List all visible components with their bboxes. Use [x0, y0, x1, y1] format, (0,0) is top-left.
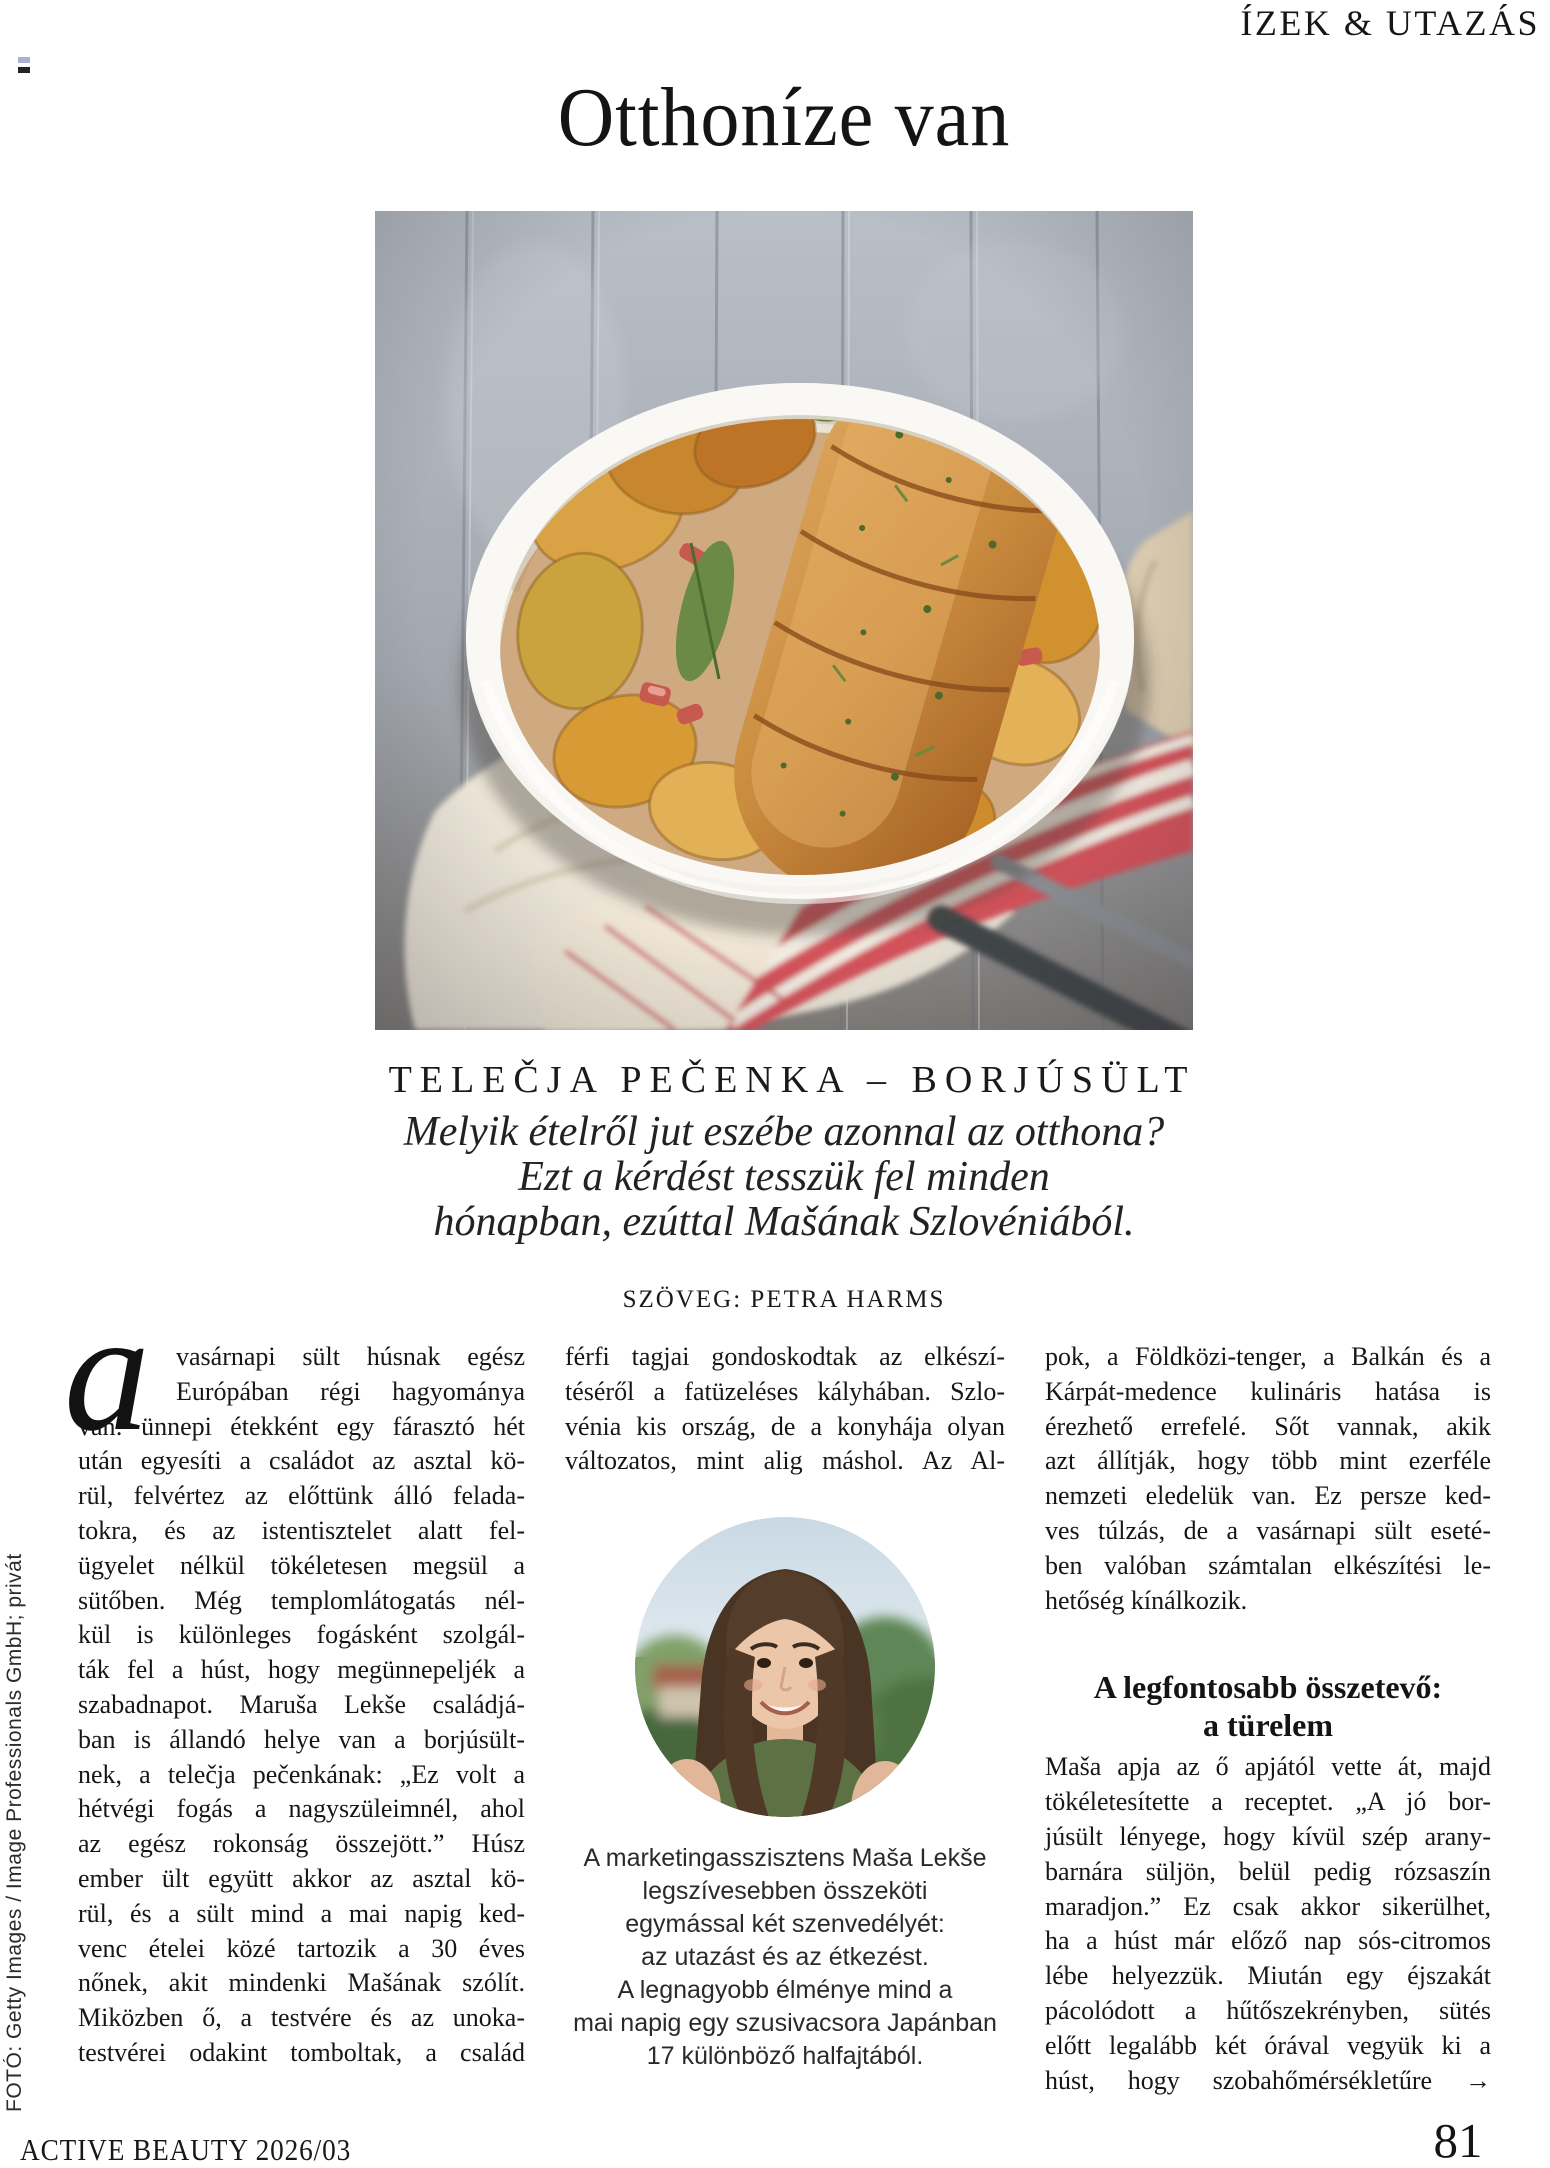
text-line: tökéletesítette a receptet. „A jó bor-: [1045, 1787, 1491, 1817]
body-column-1: [64, 1277, 525, 2071]
text-line: Ezt a kérdést tesszük fel minden: [518, 1154, 1050, 1200]
text-line: rül, felvértez az előttünk álló felada-: [78, 1481, 525, 1511]
portrait-caption: [565, 1842, 1005, 2073]
recipe-kicker: TELEČJA PEČENKA – BORJÚSÜLT: [388, 1059, 1196, 1101]
hero-photo-illustration: [375, 211, 1193, 1030]
text-line: Miközben ő, a testvére és az unoka-: [78, 2003, 525, 2033]
photo-credit: FOTÓ: Getty Images / Image Professionals GmbH; privát: [3, 1553, 26, 2112]
text-line: ügyelet nélkül tökéletesen megsül a: [78, 1550, 525, 1580]
text-line: Európában régi hagyománya: [176, 1376, 525, 1406]
text-line: tokra, és az istentisztelet alatt fel-: [78, 1515, 525, 1545]
text-line: Kárpát-medence kulináris hatása is: [1045, 1376, 1491, 1406]
body-lines: [1045, 1750, 1491, 2098]
text-line: Maša apja az ő apjától vette át, majd: [1045, 1752, 1491, 1782]
text-line: van: ünnepi étekként egy fárasztó hét: [78, 1411, 525, 1441]
text-line: szabadnapot. Maruša Lekše családjá-: [78, 1689, 525, 1719]
body-text: [64, 1277, 525, 2071]
subheading: [1045, 1668, 1491, 1744]
print-color-mark-bar: [18, 67, 30, 73]
text-line: férfi tagjai gondoskodtak az elkészí-: [565, 1342, 1005, 1371]
text-line: pácolódott a hűtőszekrényben, sütés: [1045, 1995, 1491, 2025]
text-line: ember ült együtt akkor az asztal kö-: [78, 1863, 525, 1893]
text-line: A legfontosabb összetevő:: [1093, 1669, 1443, 1706]
text-line: venc ételei közé tartozik a 30 éves: [78, 1933, 525, 1963]
text-line: Melyik ételről jut eszébe azonnal az otthona?: [403, 1109, 1165, 1155]
text-line: 17 különböző halfajtából.: [646, 2042, 924, 2071]
text-line: nek, a telečja pečenkának: „Ez volt a: [78, 1759, 525, 1789]
text-line: pok, a Földközi-tenger, a Balkán és a: [1045, 1342, 1491, 1371]
hero-photo: [375, 211, 1193, 1030]
section-header: ÍZEK & UTAZÁS: [1240, 3, 1540, 43]
text-line: legszívesebben összeköti: [642, 1877, 928, 1906]
text-line: rül, és a sült mind a mai napig ked-: [78, 1898, 525, 1928]
text-line: maradjon.” Ez csak akkor sikerülhet,: [1045, 1891, 1491, 1921]
footer-magazine-issue: ACTIVE BEAUTY 2026/03: [20, 2132, 352, 2167]
text-line: nőnek, akit mindenki Mašának szólít.: [78, 1968, 525, 1998]
text-line: nemzeti eledelük van. Ez persze ked-: [1045, 1481, 1491, 1511]
text-line: A marketingasszisztens Maša Lekše: [583, 1844, 987, 1873]
text-line: ták fel a húst, hogy megünnepeljék a: [78, 1655, 525, 1685]
text-line: ves túlzás, de a vasárnapi sült eseté-: [1045, 1515, 1491, 1545]
text-line: hétvégi fogás a nagyszüleimnél, ahol: [78, 1794, 525, 1824]
body-column-3: [1045, 1340, 1491, 2098]
text-line: után egyesíti a családot az asztal kö-: [78, 1446, 525, 1476]
text-line: azt állítják, hogy több mint ezerféle: [1045, 1446, 1491, 1476]
standfirst: [18, 1110, 1550, 1245]
body-lines: [1045, 1340, 1491, 1618]
text-line: júsült lényege, hogy kívül szép arany-: [1045, 1821, 1491, 1851]
text-line: ban is állandó helye van a borjúsült-: [78, 1724, 525, 1754]
text-line: érezhető errefelé. Sőt vannak, akik: [1045, 1411, 1491, 1441]
body-column-2: [565, 1340, 1005, 2073]
text-line: testvérei odakint tomboltak, a család: [78, 2037, 525, 2067]
text-line: az utazást és az étkezést.: [641, 1943, 929, 1972]
body-lines: [565, 1340, 1005, 1479]
drop-cap: a: [64, 1277, 150, 1467]
print-color-mark-icon: [18, 57, 30, 73]
text-line: A legnagyobb élménye mind a: [617, 1976, 953, 2005]
byline: SZÖVEG: PETRA HARMS: [622, 1286, 946, 1313]
text-line: sütőben. Még templomlátogatás nél-: [78, 1585, 525, 1615]
text-line: ha a húst már előző nap sós-citromos: [1045, 1926, 1491, 1956]
text-line: ben valóban számtalan elkészítési le-: [1045, 1550, 1491, 1580]
text-line: egymással két szenvedélyét:: [625, 1910, 945, 1939]
text-line: barnára süljön, belül pedig rózsaszín: [1045, 1856, 1491, 1886]
text-line: téséről a fatüzeléses kályhában. Szlo-: [565, 1376, 1005, 1406]
print-color-mark-bar: [18, 57, 30, 63]
page-number: 81: [1433, 2113, 1483, 2168]
text-line: az egész rokonság összejött.” Húsz: [78, 1829, 525, 1859]
text-line: vénia kis ország, de a konyhája olyan: [565, 1411, 1005, 1441]
page-title: Otthoníze van: [557, 71, 1011, 164]
text-line: előtt legalább két órával vegyük ki a: [1045, 2030, 1491, 2060]
text-line: hetőség kínálkozik.: [1045, 1585, 1248, 1615]
text-line: kül is különleges fogásként szolgál-: [78, 1620, 525, 1650]
text-line: húst, hogy szobahőmérsékletűre →: [1045, 2065, 1491, 2095]
text-line: a türelem: [1202, 1707, 1334, 1744]
text-line: lébe helyezzük. Miután egy éjszakát: [1045, 1961, 1491, 1991]
portrait-illustration: [635, 1517, 935, 1817]
text-line: változatos, mint alig máshol. Az Al-: [565, 1446, 1005, 1476]
text-line: hónapban, ezúttal Mašának Szlovéniából.: [433, 1199, 1135, 1245]
text-line: vasárnapi sült húsnak egész: [176, 1342, 525, 1371]
text-line: mai napig egy szusivacsora Japánban: [573, 2009, 997, 2038]
portrait-photo: [635, 1517, 935, 1817]
